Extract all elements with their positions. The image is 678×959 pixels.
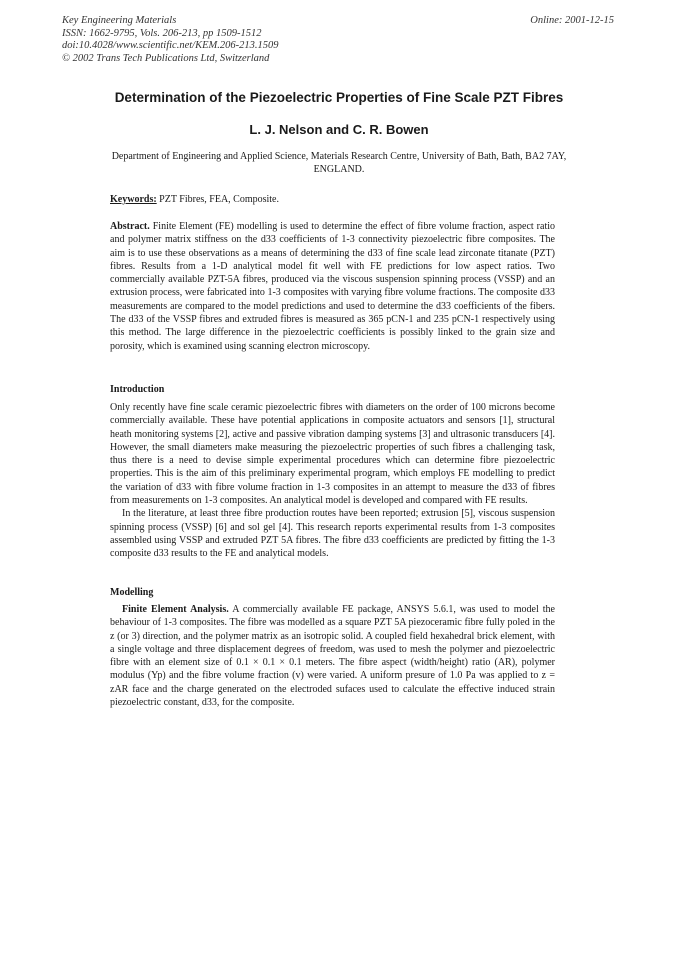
introduction-paragraph-2: In the literature, at least three fibre production routes have been reported; extrusion [5], viscous suspension spinning process (VSSP) [6] and sol gel [4]. This research reports experimental results from 1-3 composites assembled using VSSP and extruded PZT 5A fibres. The fibre d33 coefficients are predicted by fitting the 1-3 composite d33 results to the FE and analytical models. (110, 508, 555, 560)
modelling-heading: Modelling (110, 587, 154, 598)
journal-name: Key Engineering Materials (62, 15, 177, 26)
abstract (110, 220, 555, 353)
doi-line: doi:10.4028/www.scientific.net/KEM.206-213.1509 (62, 40, 279, 51)
introduction-heading: Introduction (110, 384, 165, 395)
keywords (110, 193, 555, 206)
issn-line: ISSN: 1662-9795, Vols. 206-213, pp 1509-1512 (62, 27, 262, 39)
affiliation: Department of Engineering and Applied Science, Materials Research Centre, University of Bath, Bath, BA2 7AY, ENGLAND. (111, 151, 567, 175)
paper-title: Determination of the Piezoelectric Properties of Fine Scale PZT Fibres (114, 90, 564, 105)
abstract-text: Finite Element (FE) modelling is used to determine the effect of fibre volume fraction, aspect ratio and polymer matrix stiffness on the d33 coefficients of 1-3 connectivity piezoelectric fibre composites. The aim is to use these observations as a means of determining the d33 of fine scale lead zirconate titanate (PZT) fibres. Results from a 1-D analytical model fit well with FE predictions for low aspect ratios. Two commercially available PZT-5A fibres, produced via the viscous suspension spinning process (VSSP) and an extrusion process, were fabricated into 1-3 composites with varying fibre volume fractions. The composite d33 measurements are compared to the model predictions and used to determine the d33 coefficients of the fibers. The d33 of the VSSP fibres and extruded fibres is measured as 365 pCN-1 and 235 pCN-1 respectively using this method. The large difference in the piezoelectric coefficients is possibly linked to the grain size and porosity, which is examined using scanning electron microscopy. (110, 221, 555, 352)
keywords-label: Keywords: (110, 194, 157, 205)
online-date: Online: 2001-12-15 (530, 15, 614, 26)
copyright-line: © 2002 Trans Tech Publications Ltd, Switzerland (62, 52, 270, 64)
keywords-text: PZT Fibres, FEA, Composite. (159, 194, 279, 205)
modelling-section (110, 603, 555, 709)
fea-label: Finite Element Analysis. (122, 604, 229, 615)
introduction-section (110, 401, 555, 561)
journal-header (62, 15, 279, 65)
abstract-label: Abstract. (110, 221, 150, 232)
modelling-paragraph (110, 603, 555, 709)
modelling-text: A commercially available FE package, ANSYS 5.6.1, was used to model the behaviour of 1-3 composites. The fibre was modelled as a square PZT 5A piezoceramic fibre fully poled in the z (or 3) direction, and the polymer matrix as an isotropic solid. A coupled field hexahedral brick element, with a single voltage and three displacement degrees of freedom, was used to mesh the polymer and piezoelectric fibre with an element size of 0.1 × 0.1 × 0.1 meters. The fibre aspect (width/height) ratio (AR), polymer modulus (Yp) and the fibre volume fraction (v) were varied. A uniform presure of 1.0 Pa was applied to z = zAR face and the charge generated on the electroded sufaces used to calculate the effective induced strain piezoelectric constant, d33, for the composite. (110, 604, 555, 709)
introduction-paragraph-1: Only recently have fine scale ceramic piezoelectric fibres with diameters on the order of 100 microns become commercially available. These have potential applications in composite actuators and sensors [1], structural heath monitoring systems [2], active and passive vibration damping systems [3] and ultrasonic transducers [4]. However, the small diameters make measuring the piezoelectric properties of such fibres a challenging task, thus there is a need to devise simple experimental procedures which can determine fibre piezoelectric properties. This is the aim of this preliminary experimental program, which employs FE modelling to predict the variation of d33 with fibre volume fraction in 1-3 composites in an attempt to measure the d33 of fibres from measurements on 1-3 composites. An analytical model is developed and compared with FE results. (110, 402, 555, 507)
paper-authors: L. J. Nelson and C. R. Bowen (249, 122, 429, 137)
